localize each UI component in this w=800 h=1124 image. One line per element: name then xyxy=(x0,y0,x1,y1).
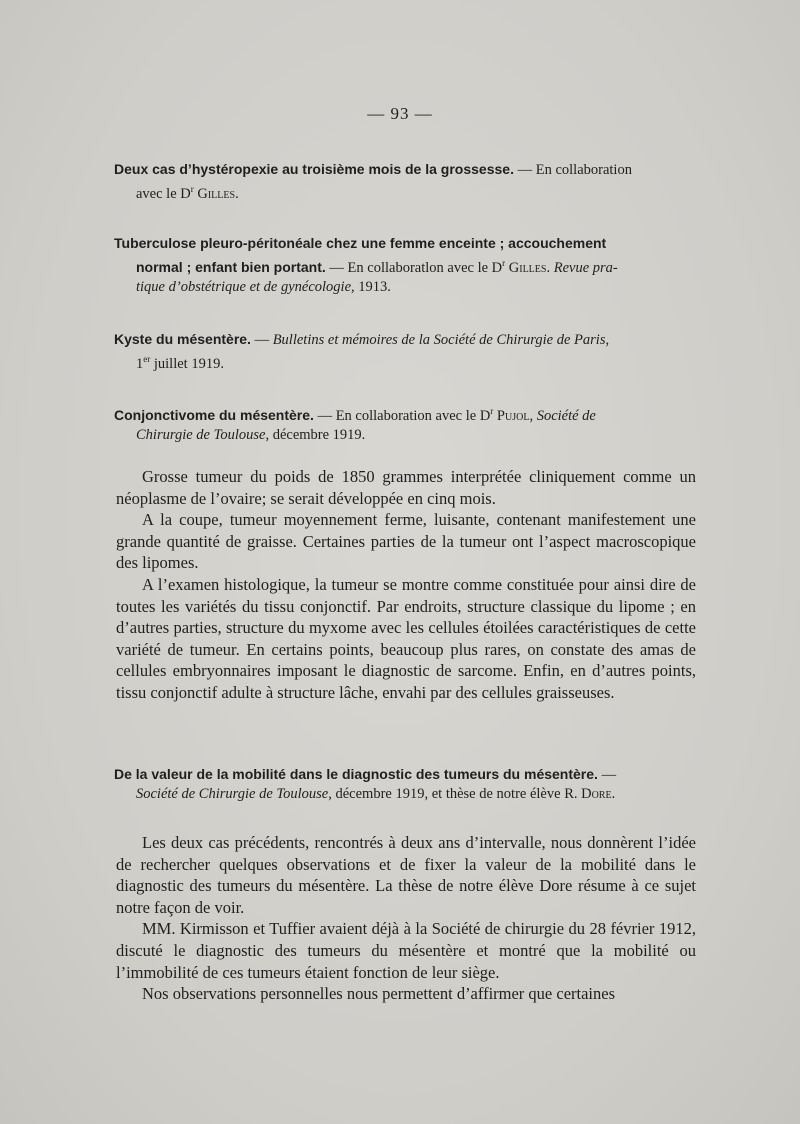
bibliography-entry xyxy=(114,330,698,374)
body-text-block xyxy=(116,832,696,1005)
entry-text: 1 xyxy=(136,355,144,372)
entry-text: — En collaboratlon avec le D xyxy=(325,259,503,276)
entry-title: normal ; enfant bien portant. xyxy=(136,258,326,275)
entry-text: . xyxy=(611,786,616,802)
author-name: R. Dore xyxy=(564,786,612,802)
paragraph: Les deux cas précédents, rencontrés à deux ans d’intervalle, nous donnèrent l’idée de rechercher quelques observations et de fixer la valeur de la mobilité dans le diagnostic des tumeurs du mésentère. La thèse de notre élève Dore résume à ce sujet notre façon de voir. xyxy=(116,833,696,917)
bibliography-entry xyxy=(114,160,698,204)
entry-text: — xyxy=(250,332,273,348)
entry-text: — En collaboration avec le D xyxy=(313,407,491,424)
superscript: er xyxy=(143,354,151,364)
entry-text: , xyxy=(529,407,537,424)
entry-continuation xyxy=(114,278,698,297)
entry-text: — xyxy=(597,767,617,783)
entry-text: . xyxy=(235,185,239,202)
superscript: r xyxy=(490,406,494,416)
entry-title: De la valeur de la mobilité dans le diagnostic des tumeurs du mésentère. xyxy=(114,766,598,782)
author-name: Pujol xyxy=(493,407,530,424)
entry-title: Deux cas d’hystéropexie au troisième mois de la grossesse. xyxy=(114,161,514,177)
bibliography-entry xyxy=(114,765,698,804)
entry-continuation xyxy=(114,350,698,374)
author-name: Gilles xyxy=(505,259,547,276)
entry-text: , décembre 1919. xyxy=(265,426,366,443)
superscript: r xyxy=(190,184,194,194)
entry-text: . xyxy=(546,259,554,276)
paragraph: A l’examen histologique, la tumeur se montre comme constituée pour ainsi dire de toutes les variétés du tissu conjonctif. Par endroits, structure classique du lipome ; en d’autres parties, structure du myxome avec les cellules étoilées caractéristiques de cette variété de tumeur. En certains points, beaucoup plus rares, on constate des amas de cellules embryonnaires imposant le diagnostic de sarcome. Enfin, en d’autres points, tissu conjonctif adulte à structure lâche, envahi par des cellules graisseuses. xyxy=(116,574,696,702)
entry-text: avec le D xyxy=(136,185,191,202)
entry-title: Conjonctivome du mésentère. xyxy=(114,406,314,423)
entry-continuation xyxy=(114,180,698,204)
entry-text: , décembre 1919, et thèse de notre élève xyxy=(328,786,565,802)
paragraph: A la coupe, tumeur moyennement ferme, luisante, contenant manifestement une grande quantité de graisse. Certaines parties de la tumeur ont l’aspect macroscopique des lipomes. xyxy=(116,510,696,573)
entry-text: , xyxy=(605,332,610,348)
entry-continuation xyxy=(114,254,698,278)
entry-title: Kyste du mésentère. xyxy=(114,331,251,347)
paragraph: Grosse tumeur du poids de 1850 grammes interprétée cliniquement comme un néoplasme de l’ovaire; se serait développée en cinq mois. xyxy=(116,467,696,508)
paragraph: MM. Kirmisson et Tuffier avaient déjà à la Société de chirurgie du 28 février 1912, discuté le diagnostic des tumeurs du mésentère et montré que la mobilité ou l’immobilité de ces tumeurs étaient fonction de leur siège. xyxy=(116,919,696,982)
journal-name: Revue pra- xyxy=(553,259,618,276)
journal-name: Société de xyxy=(536,407,596,424)
journal-name: Société de Chirurgie de Toulouse xyxy=(136,786,329,802)
bibliography-entry xyxy=(114,234,698,297)
paragraph: Nos observations personnelles nous permettent d’affirmer que certaines xyxy=(142,984,616,1004)
entry-continuation xyxy=(114,426,698,445)
author-name: Gilles xyxy=(193,185,236,202)
entry-title: Tuberculose pleuro-péritonéale chez une femme enceinte ; accouchement xyxy=(114,235,607,251)
entry-text: — En collaboration xyxy=(513,162,632,178)
bibliography-entry xyxy=(114,402,698,445)
entry-text: , 1913. xyxy=(351,278,391,295)
journal-name: tique d’obstétrique et de gynécologie xyxy=(136,278,352,295)
journal-name: Bulletins et mémoires de la Société de Chirurgie de Paris xyxy=(272,332,606,348)
entry-continuation xyxy=(114,785,698,804)
superscript: r xyxy=(502,258,506,268)
body-text-block xyxy=(116,466,696,704)
journal-name: Chirurgie de Toulouse xyxy=(136,426,266,443)
page-number: — 93 — xyxy=(367,104,433,123)
entry-text: juillet 1919. xyxy=(150,355,224,372)
